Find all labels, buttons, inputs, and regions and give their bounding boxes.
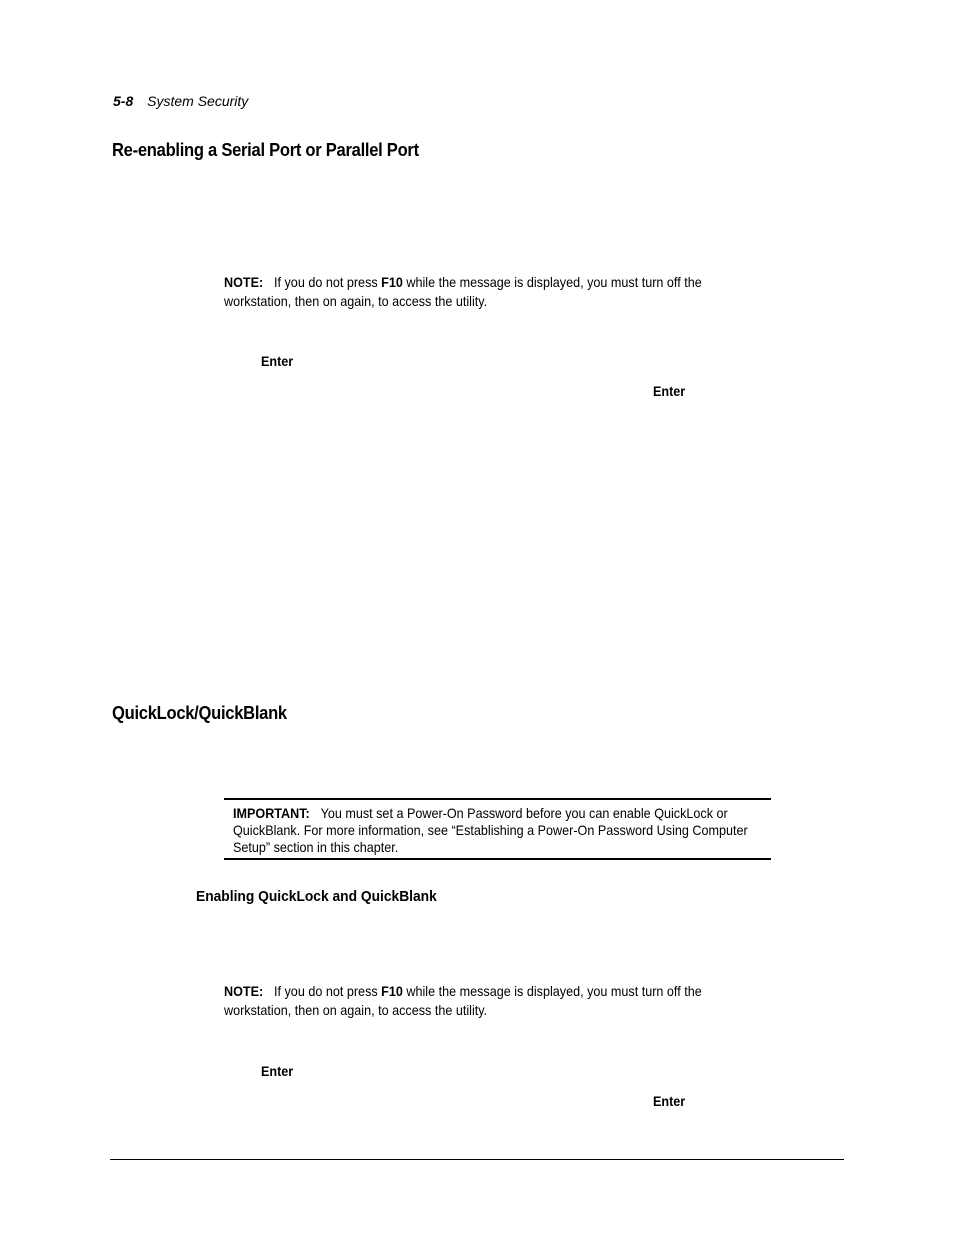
subheading-enabling-quicklock: Enabling QuickLock and QuickBlank	[196, 888, 437, 905]
key-enter: Enter	[653, 1093, 686, 1109]
chapter-title: System Security	[147, 93, 249, 109]
key-enter: Enter	[261, 1063, 294, 1079]
note-text-after: while the message is displayed, you must turn off the workstation, then on again, to access the utility.	[224, 983, 702, 1018]
note-key-f10: F10	[381, 983, 403, 999]
note-text-before: If you do not press	[274, 983, 382, 999]
important-label: IMPORTANT:	[233, 805, 310, 821]
note-text-after: while the message is displayed, you must turn off the workstation, then on again, to access the utility.	[224, 274, 702, 309]
note-f10-1	[224, 273, 728, 311]
running-header	[113, 93, 248, 109]
page-number: 5-8	[113, 93, 134, 109]
footer-rule	[110, 1159, 844, 1160]
note-label: NOTE:	[224, 983, 264, 999]
key-enter: Enter	[653, 383, 686, 399]
note-f10-2	[224, 982, 728, 1020]
important-text: You must set a Power-On Password before you can enable QuickLock or QuickBlank. For more information, see “Establishing a Power-On Password Using Computer Setup” section in this chapter.	[233, 805, 748, 855]
section-heading-quicklock: QuickLock/QuickBlank	[112, 703, 287, 723]
section-heading-reenabling-ports: Re-enabling a Serial Port or Parallel Port	[112, 140, 419, 160]
key-enter: Enter	[261, 353, 294, 369]
important-callout	[224, 798, 771, 860]
important-text-block	[233, 805, 764, 856]
note-key-f10: F10	[381, 274, 403, 290]
note-label: NOTE:	[224, 274, 264, 290]
note-text-before: If you do not press	[274, 274, 382, 290]
